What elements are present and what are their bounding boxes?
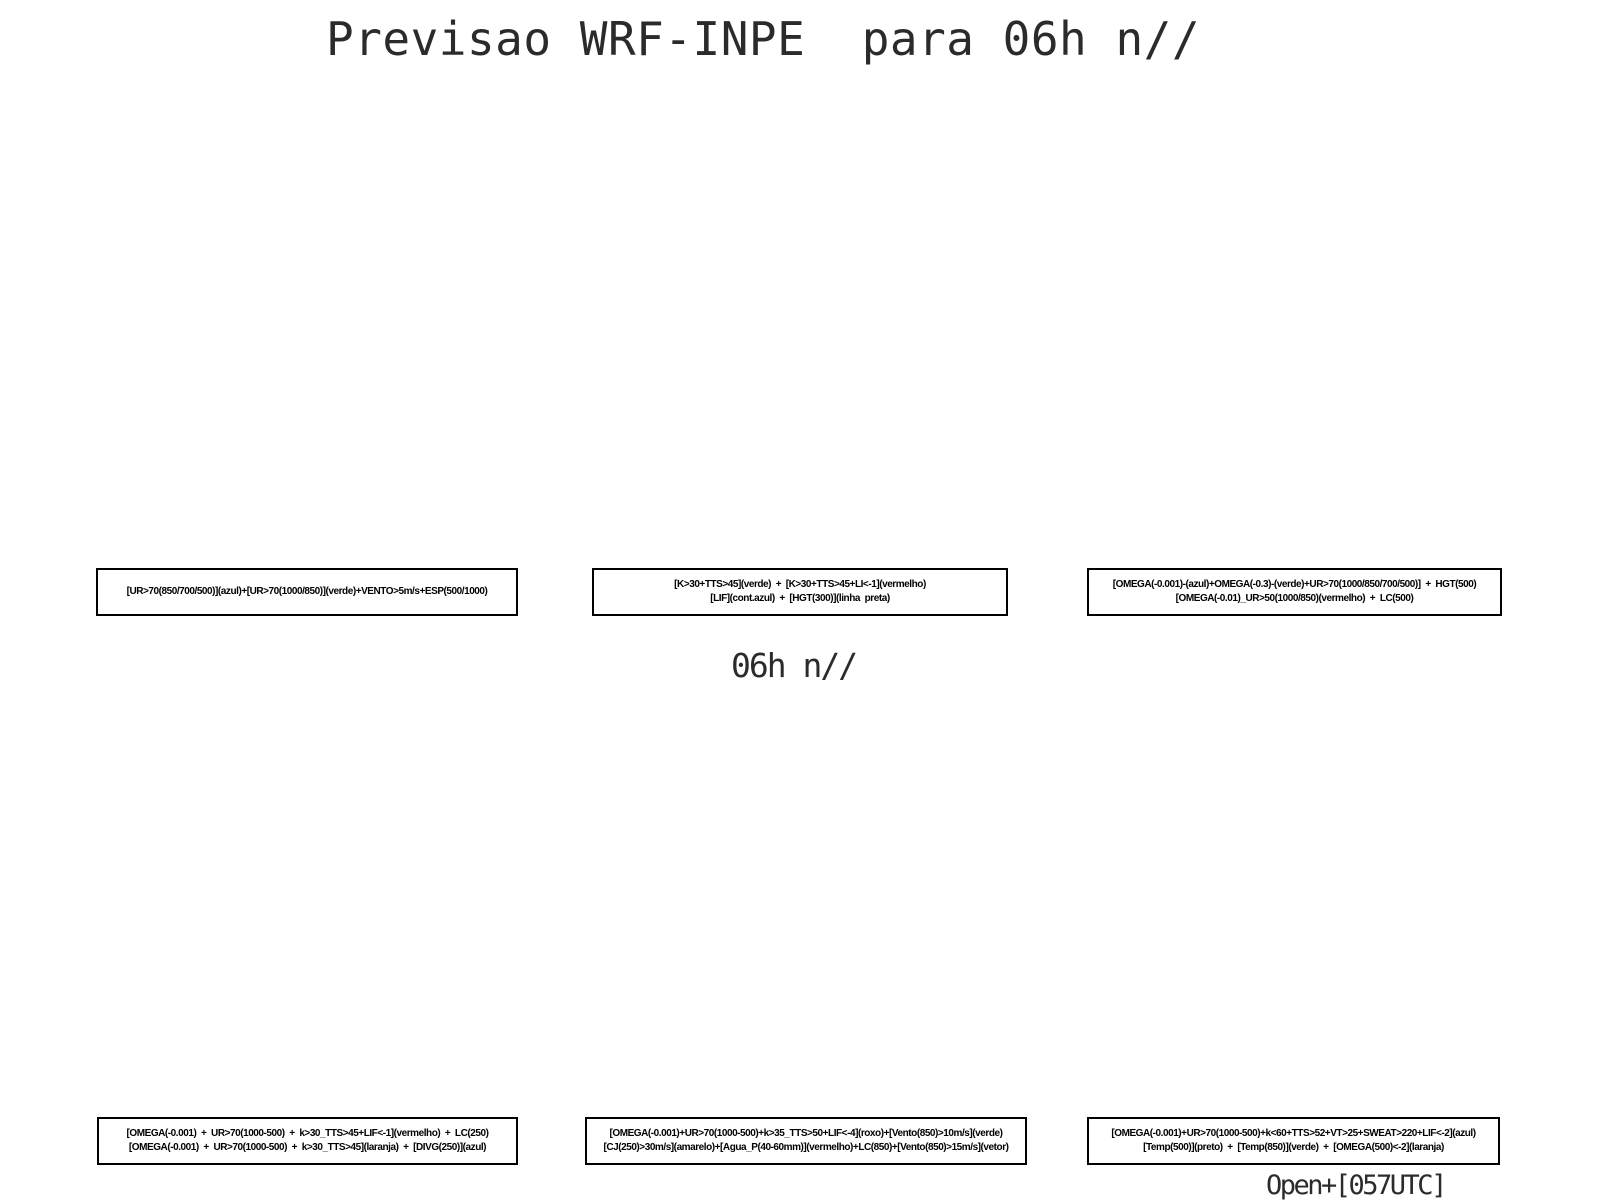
cycle-hour-label: 06h n// xyxy=(731,646,857,685)
forecast-panel-bottom-right[interactable] xyxy=(1087,1117,1500,1165)
forecast-panel-top-center[interactable] xyxy=(592,568,1008,616)
forecast-panel-top-left[interactable] xyxy=(96,568,518,616)
panel-legend-text: [OMEGA(-0.001) + UR>70(1000-500) + k>30_TTS>45+LIF<-1](vermelho) + LC(250) xyxy=(126,1128,489,1139)
panel-legend-text: [OMEGA(-0.001)-(azul)+OMEGA(-0.3)-(verde)+UR>70(1000/850/700/500)] + HGT(500) xyxy=(1112,579,1477,590)
forecast-panel-bottom-center[interactable] xyxy=(585,1117,1027,1165)
panel-legend-text: [OMEGA(-0.001) + UR>70(1000-500) + k>30_TTS>45](laranja) + [DIVG(250)](azul) xyxy=(128,1142,487,1153)
footer-run-label: Open+[057UTC] xyxy=(1266,1170,1445,1200)
panel-legend-text: [K>30+TTS>45](verde) + [K>30+TTS>45+LI<-1](vermelho) xyxy=(674,579,926,590)
panel-legend-text: [OMEGA(-0.01)_UR>50(1000/850)(vermelho) + LC(500) xyxy=(1175,593,1414,604)
page-title: Previsao WRF-INPE para 06h n// xyxy=(326,12,1201,66)
panel-legend-text: [OMEGA(-0.001)+UR>70(1000-500)+k>35_TTS>50+LIF<-4](roxo)+[Vento(850)>10m/s](verde) xyxy=(609,1128,1003,1139)
panel-legend-text: [UR>70(850/700/500)](azul)+[UR>70(1000/850)](verde)+VENTO>5m/s+ESP(500/1000) xyxy=(126,586,488,597)
forecast-panel-bottom-left[interactable] xyxy=(97,1117,518,1165)
forecast-panel-top-right[interactable] xyxy=(1087,568,1502,616)
panel-legend-text: [LIF](cont.azul) + [HGT(300)](linha preta) xyxy=(710,593,890,604)
panel-legend-text: [OMEGA(-0.001)+UR>70(1000-500)+k<60+TTS>52+VT>25+SWEAT>220+LIF<-2](azul) xyxy=(1111,1128,1476,1139)
panel-legend-text: [Temp(500)](preto) + [Temp(850)](verde) + [OMEGA(500)<-2](laranja) xyxy=(1143,1142,1444,1153)
panel-legend-text: [CJ(250)>30m/s](amarelo)+[Agua_P(40-60mm)](vermelho)+LC(850)+[Vento(850)>15m/s](vetor) xyxy=(603,1142,1009,1153)
